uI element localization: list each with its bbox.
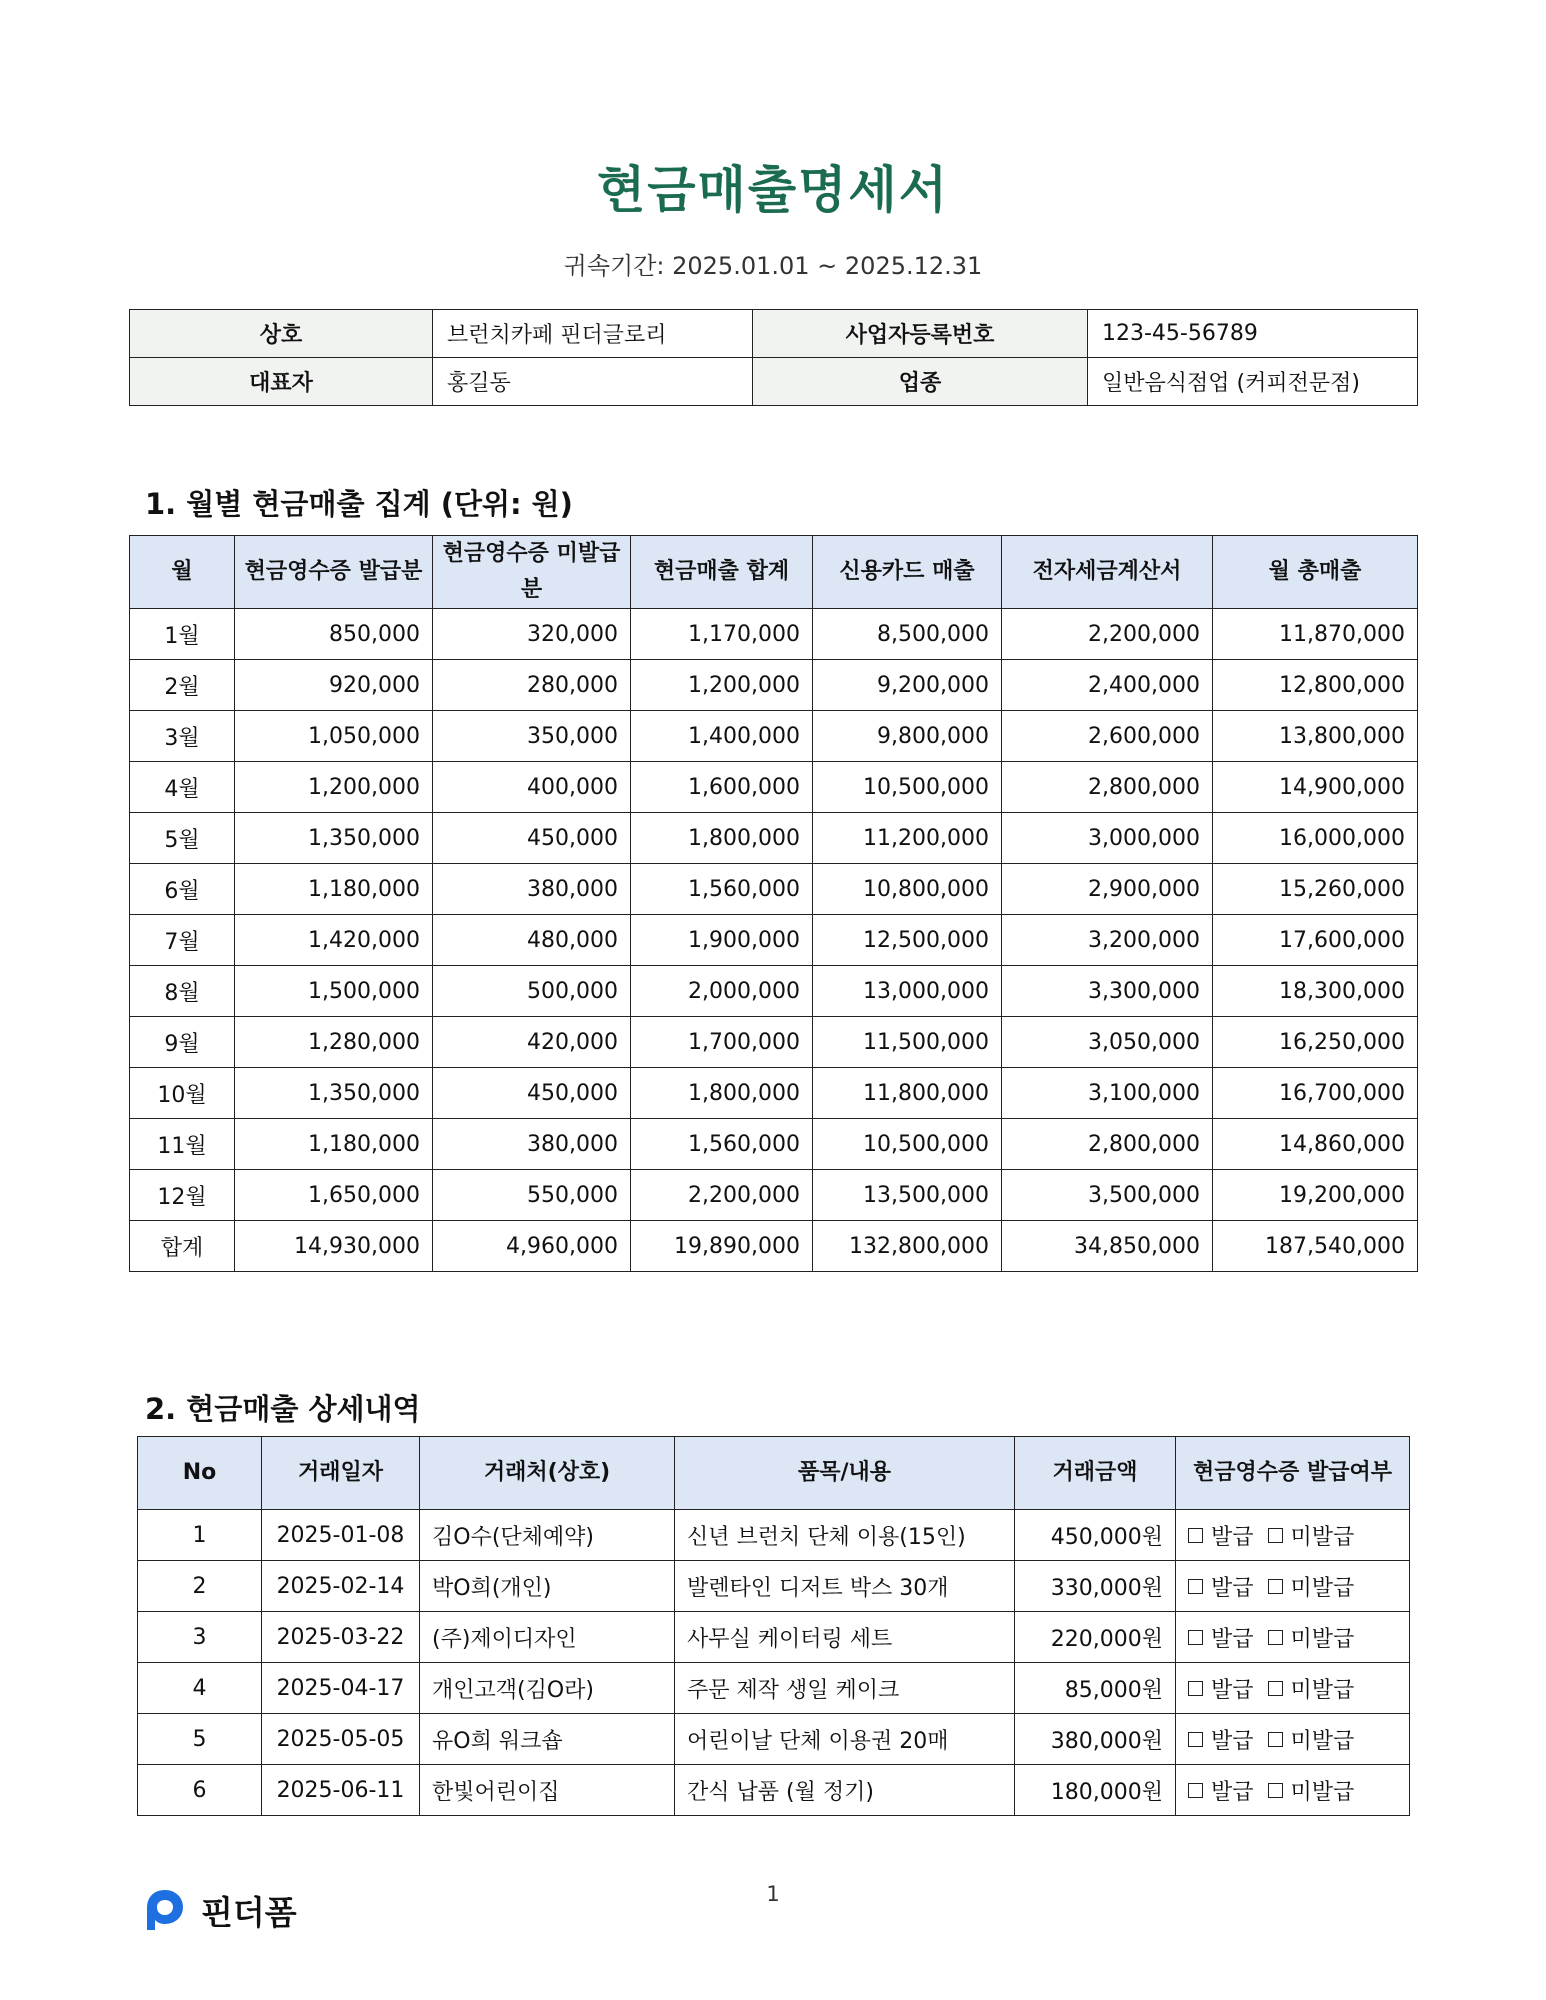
amount-cell: 450,000 xyxy=(433,1068,631,1119)
month-cell: 합계 xyxy=(130,1221,235,1272)
month-cell: 3월 xyxy=(130,711,235,762)
amount-cell: 10,500,000 xyxy=(813,762,1002,813)
checkbox-label: 미발급 xyxy=(1290,1524,1355,1550)
checkbox-square-icon[interactable] xyxy=(1268,1630,1283,1645)
amount-cell: 220,000원 xyxy=(1015,1612,1176,1663)
checkbox-square-icon[interactable] xyxy=(1268,1732,1283,1747)
amount-cell: 280,000 xyxy=(433,660,631,711)
value-company: 브런치카페 핀더글로리 xyxy=(433,310,753,358)
checkbox-square-icon[interactable] xyxy=(1188,1579,1203,1594)
amount-cell: 1,800,000 xyxy=(631,1068,813,1119)
amount-cell: 1,600,000 xyxy=(631,762,813,813)
monthly-row xyxy=(130,915,1418,966)
label-company: 상호 xyxy=(130,310,433,358)
checkbox-square-icon[interactable] xyxy=(1268,1783,1283,1798)
amount-cell: 3,200,000 xyxy=(1002,915,1213,966)
item-cell: 간식 납품 (월 정기) xyxy=(675,1765,1015,1816)
label-industry: 업종 xyxy=(753,358,1088,406)
amount-cell: 1,420,000 xyxy=(235,915,433,966)
amount-cell: 2,800,000 xyxy=(1002,762,1213,813)
month-cell: 4월 xyxy=(130,762,235,813)
header-date: 거래일자 xyxy=(262,1437,420,1510)
receipt-status-cell xyxy=(1176,1612,1410,1663)
amount-cell: 2,000,000 xyxy=(631,966,813,1017)
checkbox-square-icon[interactable] xyxy=(1268,1681,1283,1696)
amount-cell: 500,000 xyxy=(433,966,631,1017)
label-ceo: 대표자 xyxy=(130,358,433,406)
checkbox-label: 미발급 xyxy=(1290,1728,1355,1754)
amount-cell: 1,180,000 xyxy=(235,1119,433,1170)
amount-cell: 480,000 xyxy=(433,915,631,966)
amount-cell: 1,180,000 xyxy=(235,864,433,915)
amount-cell: 19,890,000 xyxy=(631,1221,813,1272)
checkbox-square-icon[interactable] xyxy=(1188,1630,1203,1645)
amount-cell: 850,000 xyxy=(235,609,433,660)
amount-cell: 2,200,000 xyxy=(631,1170,813,1221)
month-cell: 11월 xyxy=(130,1119,235,1170)
detail-row xyxy=(138,1612,1410,1663)
header-client: 거래처(상호) xyxy=(420,1437,675,1510)
amount-cell: 11,200,000 xyxy=(813,813,1002,864)
amount-cell: 2,800,000 xyxy=(1002,1119,1213,1170)
label-bizno: 사업자등록번호 xyxy=(753,310,1088,358)
amount-cell: 12,500,000 xyxy=(813,915,1002,966)
amount-cell: 16,250,000 xyxy=(1213,1017,1418,1068)
no-cell: 1 xyxy=(138,1510,262,1561)
amount-cell: 350,000 xyxy=(433,711,631,762)
item-cell: 신년 브런치 단체 이용(15인) xyxy=(675,1510,1015,1561)
header-item: 품목/내용 xyxy=(675,1437,1015,1510)
checkbox-label: 발급 xyxy=(1211,1779,1254,1805)
amount-cell: 10,500,000 xyxy=(813,1119,1002,1170)
amount-cell: 18,300,000 xyxy=(1213,966,1418,1017)
amount-cell: 9,800,000 xyxy=(813,711,1002,762)
checkbox-label: 발급 xyxy=(1211,1677,1254,1703)
checkbox-square-icon[interactable] xyxy=(1188,1732,1203,1747)
amount-cell: 3,100,000 xyxy=(1002,1068,1213,1119)
period-text: 귀속기간: 2025.01.01 ~ 2025.12.31 xyxy=(563,252,983,280)
detail-row xyxy=(138,1561,1410,1612)
month-cell: 9월 xyxy=(130,1017,235,1068)
monthly-row xyxy=(130,966,1418,1017)
checkbox-not-issued[interactable] xyxy=(1268,1775,1355,1806)
amount-cell: 1,800,000 xyxy=(631,813,813,864)
amount-cell: 450,000 xyxy=(433,813,631,864)
amount-cell: 3,300,000 xyxy=(1002,966,1213,1017)
amount-cell: 13,500,000 xyxy=(813,1170,1002,1221)
amount-cell: 2,900,000 xyxy=(1002,864,1213,915)
header-cash-total: 현금매출 합계 xyxy=(631,536,813,609)
section2-title: 2. 현금매출 상세내역 xyxy=(145,1392,421,1426)
page-number: 1 xyxy=(766,1882,780,1906)
no-cell: 3 xyxy=(138,1612,262,1663)
detail-row xyxy=(138,1510,1410,1561)
checkbox-issued[interactable] xyxy=(1188,1571,1254,1602)
checkbox-square-icon[interactable] xyxy=(1268,1528,1283,1543)
amount-cell: 400,000 xyxy=(433,762,631,813)
header-card-sales: 신용카드 매출 xyxy=(813,536,1002,609)
amount-cell: 1,650,000 xyxy=(235,1170,433,1221)
checkbox-label: 미발급 xyxy=(1290,1677,1355,1703)
client-cell: 유O희 워크숍 xyxy=(420,1714,675,1765)
amount-cell: 14,860,000 xyxy=(1213,1119,1418,1170)
amount-cell: 1,700,000 xyxy=(631,1017,813,1068)
amount-cell: 11,870,000 xyxy=(1213,609,1418,660)
monthly-row xyxy=(130,1017,1418,1068)
item-cell: 어린이날 단체 이용권 20매 xyxy=(675,1714,1015,1765)
month-cell: 7월 xyxy=(130,915,235,966)
month-cell: 6월 xyxy=(130,864,235,915)
amount-cell: 12,800,000 xyxy=(1213,660,1418,711)
detail-header-row xyxy=(138,1437,1410,1510)
item-cell: 사무실 케이터링 세트 xyxy=(675,1612,1015,1663)
amount-cell: 450,000원 xyxy=(1015,1510,1176,1561)
amount-cell: 14,900,000 xyxy=(1213,762,1418,813)
amount-cell: 9,200,000 xyxy=(813,660,1002,711)
receipt-status-cell xyxy=(1176,1663,1410,1714)
amount-cell: 1,170,000 xyxy=(631,609,813,660)
footer-logo-text: 핀더폼 xyxy=(201,1892,297,1932)
monthly-row xyxy=(130,660,1418,711)
date-cell: 2025-03-22 xyxy=(262,1612,420,1663)
amount-cell: 1,400,000 xyxy=(631,711,813,762)
date-cell: 2025-02-14 xyxy=(262,1561,420,1612)
cash-detail-table xyxy=(137,1436,1410,1816)
amount-cell: 1,200,000 xyxy=(235,762,433,813)
amount-cell: 17,600,000 xyxy=(1213,915,1418,966)
checkbox-issued[interactable] xyxy=(1188,1520,1254,1551)
info-row xyxy=(130,310,1418,358)
checkbox-issued[interactable] xyxy=(1188,1724,1254,1755)
amount-cell: 10,800,000 xyxy=(813,864,1002,915)
amount-cell: 2,200,000 xyxy=(1002,609,1213,660)
no-cell: 6 xyxy=(138,1765,262,1816)
no-cell: 5 xyxy=(138,1714,262,1765)
amount-cell: 34,850,000 xyxy=(1002,1221,1213,1272)
value-ceo: 홍길동 xyxy=(433,358,753,406)
monthly-row xyxy=(130,711,1418,762)
amount-cell: 920,000 xyxy=(235,660,433,711)
monthly-row xyxy=(130,609,1418,660)
amount-cell: 14,930,000 xyxy=(235,1221,433,1272)
monthly-row xyxy=(130,813,1418,864)
amount-cell: 1,350,000 xyxy=(235,813,433,864)
amount-cell: 380,000 xyxy=(433,864,631,915)
amount-cell: 1,050,000 xyxy=(235,711,433,762)
monthly-row xyxy=(130,1170,1418,1221)
month-cell: 8월 xyxy=(130,966,235,1017)
header-tax-invoice: 전자세금계산서 xyxy=(1002,536,1213,609)
info-row xyxy=(130,358,1418,406)
receipt-status-cell xyxy=(1176,1714,1410,1765)
monthly-row xyxy=(130,762,1418,813)
amount-cell: 8,500,000 xyxy=(813,609,1002,660)
header-receipt-not-issued: 현금영수증 미발급분 xyxy=(433,536,631,609)
amount-cell: 1,200,000 xyxy=(631,660,813,711)
checkbox-square-icon[interactable] xyxy=(1188,1681,1203,1696)
document-title: 현금매출명세서 xyxy=(596,161,950,219)
header-monthly-total: 월 총매출 xyxy=(1213,536,1418,609)
checkbox-issued[interactable] xyxy=(1188,1673,1254,1704)
month-cell: 1월 xyxy=(130,609,235,660)
month-cell: 10월 xyxy=(130,1068,235,1119)
amount-cell: 1,500,000 xyxy=(235,966,433,1017)
detail-row xyxy=(138,1714,1410,1765)
checkbox-square-icon[interactable] xyxy=(1188,1528,1203,1543)
checkbox-not-issued[interactable] xyxy=(1268,1520,1355,1551)
monthly-row xyxy=(130,864,1418,915)
amount-cell: 3,500,000 xyxy=(1002,1170,1213,1221)
checkbox-not-issued[interactable] xyxy=(1268,1724,1355,1755)
amount-cell: 11,500,000 xyxy=(813,1017,1002,1068)
amount-cell: 13,800,000 xyxy=(1213,711,1418,762)
monthly-row xyxy=(130,1221,1418,1272)
amount-cell: 15,260,000 xyxy=(1213,864,1418,915)
amount-cell: 1,280,000 xyxy=(235,1017,433,1068)
date-cell: 2025-01-08 xyxy=(262,1510,420,1561)
monthly-header-row xyxy=(130,536,1418,609)
header-receipt-issued: 현금영수증 발급분 xyxy=(235,536,433,609)
date-cell: 2025-05-05 xyxy=(262,1714,420,1765)
business-info-table xyxy=(129,309,1418,406)
monthly-row xyxy=(130,1068,1418,1119)
month-cell: 12월 xyxy=(130,1170,235,1221)
amount-cell: 16,000,000 xyxy=(1213,813,1418,864)
receipt-status-cell xyxy=(1176,1561,1410,1612)
checkbox-label: 발급 xyxy=(1211,1626,1254,1652)
checkbox-not-issued[interactable] xyxy=(1268,1571,1355,1602)
item-cell: 발렌타인 디저트 박스 30개 xyxy=(675,1561,1015,1612)
amount-cell: 1,900,000 xyxy=(631,915,813,966)
receipt-status-cell xyxy=(1176,1765,1410,1816)
checkbox-label: 미발급 xyxy=(1290,1575,1355,1601)
amount-cell: 550,000 xyxy=(433,1170,631,1221)
value-bizno: 123-45-56789 xyxy=(1088,310,1418,358)
checkbox-not-issued[interactable] xyxy=(1268,1673,1355,1704)
amount-cell: 380,000 xyxy=(433,1119,631,1170)
header-amount: 거래금액 xyxy=(1015,1437,1176,1510)
amount-cell: 2,600,000 xyxy=(1002,711,1213,762)
receipt-status-cell xyxy=(1176,1510,1410,1561)
amount-cell: 132,800,000 xyxy=(813,1221,1002,1272)
amount-cell: 180,000원 xyxy=(1015,1765,1176,1816)
no-cell: 4 xyxy=(138,1663,262,1714)
client-cell: 개인고객(김O라) xyxy=(420,1663,675,1714)
client-cell: (주)제이디자인 xyxy=(420,1612,675,1663)
item-cell: 주문 제작 생일 케이크 xyxy=(675,1663,1015,1714)
amount-cell: 4,960,000 xyxy=(433,1221,631,1272)
amount-cell: 16,700,000 xyxy=(1213,1068,1418,1119)
month-cell: 5월 xyxy=(130,813,235,864)
amount-cell: 13,000,000 xyxy=(813,966,1002,1017)
checkbox-label: 미발급 xyxy=(1290,1626,1355,1652)
amount-cell: 320,000 xyxy=(433,609,631,660)
amount-cell: 3,050,000 xyxy=(1002,1017,1213,1068)
no-cell: 2 xyxy=(138,1561,262,1612)
checkbox-label: 발급 xyxy=(1211,1524,1254,1550)
amount-cell: 420,000 xyxy=(433,1017,631,1068)
monthly-summary-table xyxy=(129,535,1418,1272)
header-receipt-status: 현금영수증 발급여부 xyxy=(1176,1437,1410,1510)
header-month: 월 xyxy=(130,536,235,609)
checkbox-label: 발급 xyxy=(1211,1728,1254,1754)
detail-row xyxy=(138,1663,1410,1714)
checkbox-square-icon[interactable] xyxy=(1188,1783,1203,1798)
amount-cell: 3,000,000 xyxy=(1002,813,1213,864)
date-cell: 2025-04-17 xyxy=(262,1663,420,1714)
value-industry: 일반음식점업 (커피전문점) xyxy=(1088,358,1418,406)
month-cell: 2월 xyxy=(130,660,235,711)
section1-title: 1. 월별 현금매출 집계 (단위: 원) xyxy=(145,487,573,521)
checkbox-label: 미발급 xyxy=(1290,1779,1355,1805)
amount-cell: 1,350,000 xyxy=(235,1068,433,1119)
date-cell: 2025-06-11 xyxy=(262,1765,420,1816)
amount-cell: 187,540,000 xyxy=(1213,1221,1418,1272)
client-cell: 박O희(개인) xyxy=(420,1561,675,1612)
amount-cell: 2,400,000 xyxy=(1002,660,1213,711)
amount-cell: 1,560,000 xyxy=(631,864,813,915)
amount-cell: 11,800,000 xyxy=(813,1068,1002,1119)
amount-cell: 85,000원 xyxy=(1015,1663,1176,1714)
checkbox-issued[interactable] xyxy=(1188,1775,1254,1806)
checkbox-not-issued[interactable] xyxy=(1268,1622,1355,1653)
checkbox-label: 발급 xyxy=(1211,1575,1254,1601)
checkbox-square-icon[interactable] xyxy=(1268,1579,1283,1594)
amount-cell: 380,000원 xyxy=(1015,1714,1176,1765)
detail-row xyxy=(138,1765,1410,1816)
monthly-row xyxy=(130,1119,1418,1170)
header-no: No xyxy=(138,1437,262,1510)
client-cell: 한빛어린이집 xyxy=(420,1765,675,1816)
amount-cell: 330,000원 xyxy=(1015,1561,1176,1612)
amount-cell: 19,200,000 xyxy=(1213,1170,1418,1221)
amount-cell: 1,560,000 xyxy=(631,1119,813,1170)
checkbox-issued[interactable] xyxy=(1188,1622,1254,1653)
client-cell: 김O수(단체예약) xyxy=(420,1510,675,1561)
